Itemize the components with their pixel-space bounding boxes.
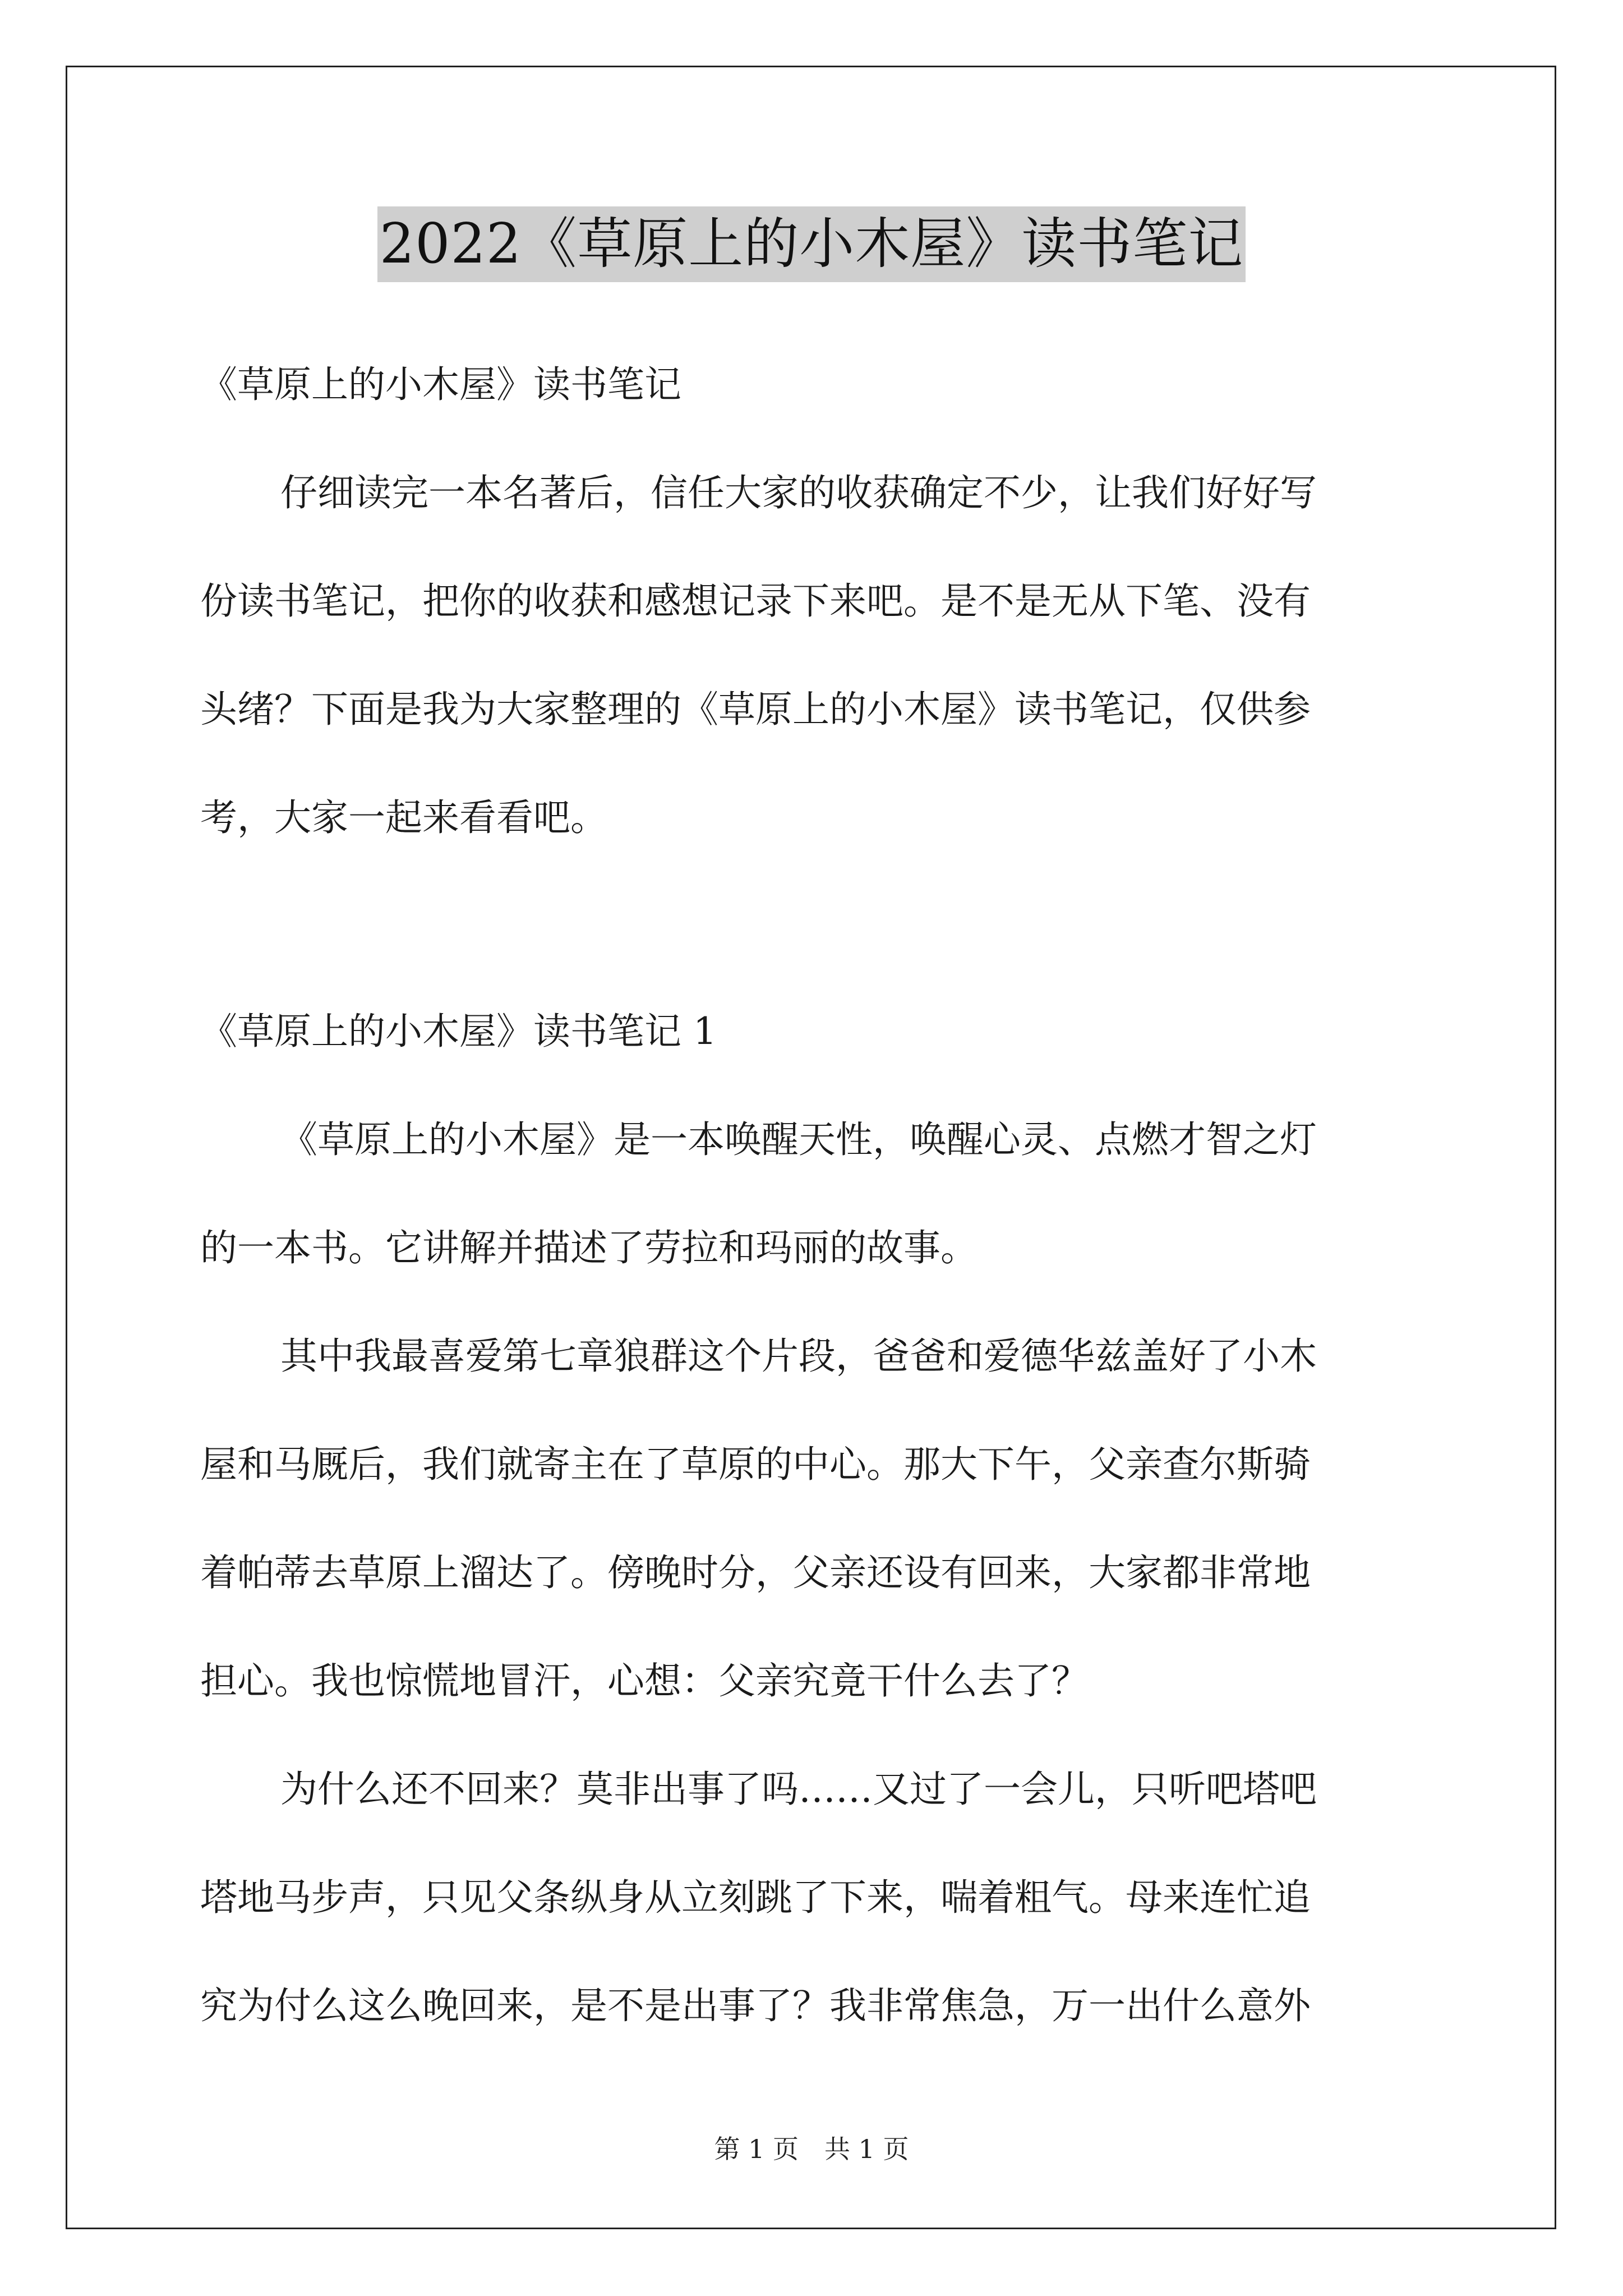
paragraph-line: 份读书笔记，把你的收获和感想记录下来吧。是不是无从下笔、没有 — [200, 579, 1311, 623]
title-container — [0, 206, 1623, 282]
section-heading: 《草原上的小木屋》读书笔记 1 — [200, 1010, 717, 1053]
paragraph-line: 着帕蒂去草原上溜达了。傍晚时分，父亲还设有回来，大家都非常地 — [200, 1551, 1311, 1594]
paragraph-line: 为什么还不回来？莫非出事了吗……又过了一会儿，只听吧塔吧 — [280, 1768, 1317, 1811]
paragraph-line: 的一本书。它讲解并描述了劳拉和玛丽的故事。 — [200, 1226, 978, 1269]
paragraph-line: 《草原上的小木屋》是一本唤醒天性，唤醒心灵、点燃才智之灯 — [280, 1118, 1317, 1161]
paragraph-line: 仔细读完一本名著后，信任大家的收获确定不少，让我们好好写 — [280, 471, 1317, 514]
paragraph-line: 担心。我也惊慌地冒汗，心想：父亲究竟干什么去了？ — [200, 1659, 1089, 1703]
paragraph-line: 其中我最喜爱第七章狼群这个片段，爸爸和爱德华兹盖好了小木 — [280, 1335, 1317, 1378]
paragraph-line: 屋和马厩后，我们就寄主在了草原的中心。那大下午，父亲查尔斯骑 — [200, 1443, 1311, 1486]
paragraph-line: 究为付么这么晚回来，是不是出事了？我非常焦急，万一出什么意外 — [200, 1984, 1311, 2027]
paragraph-line: 考，大家一起来看看吧。 — [200, 796, 607, 839]
page-footer: 第 1 页 共 1 页 — [714, 2134, 909, 2164]
paragraph-line: 头绪？下面是我为大家整理的《草原上的小木屋》读书笔记，仅供参 — [200, 688, 1311, 731]
subtitle-line: 《草原上的小木屋》读书笔记 — [200, 363, 681, 406]
document-title: 2022《草原上的小木屋》读书笔记 — [377, 206, 1246, 282]
paragraph-line: 塔地马步声，只见父条纵身从立刻跳了下来，喘着粗气。母来连忙追 — [200, 1876, 1311, 1919]
